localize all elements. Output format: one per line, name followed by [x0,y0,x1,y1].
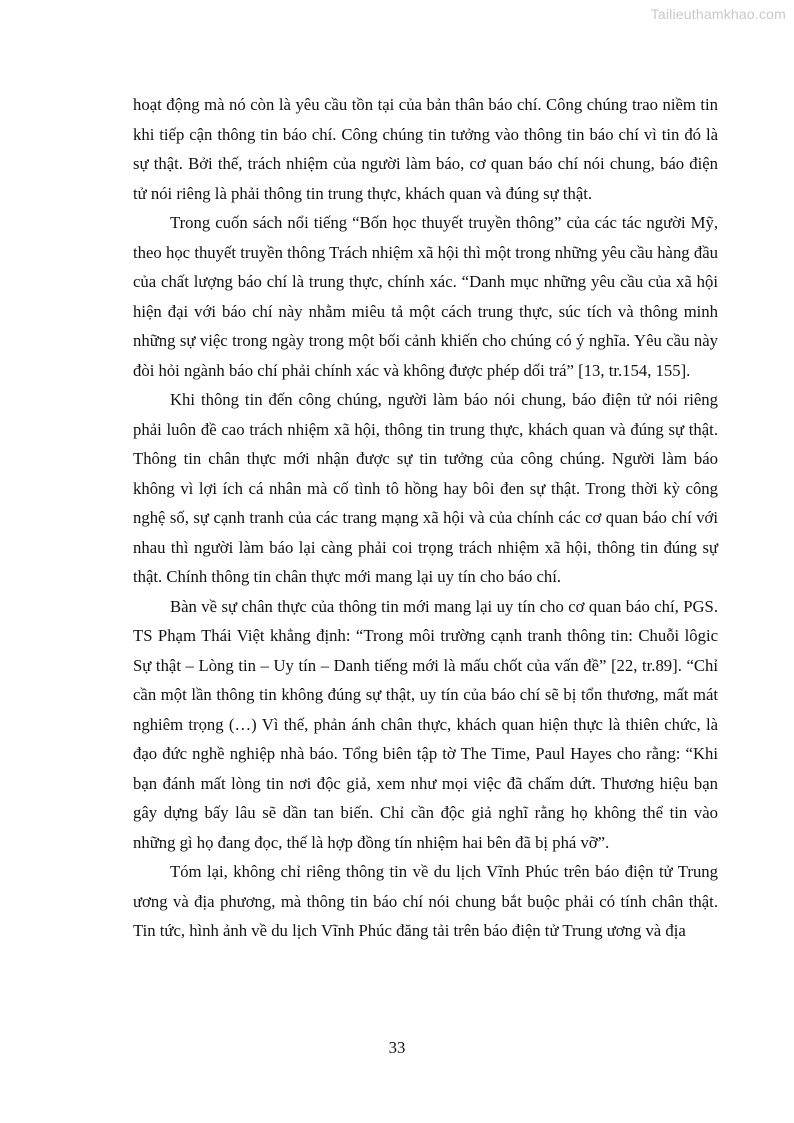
paragraph-4: Bàn về sự chân thực của thông tin mới mang lại uy tín cho cơ quan báo chí, PGS. TS Phạm Thái Việt khẳng định: “Trong môi trường cạnh tranh thông tin: Chuỗi lôgic Sự thật – Lòng tin – Uy tín – Danh tiếng mới là mấu chốt của vấn đề” [22, tr.89]. “Chỉ cần một lần thông tin không đúng sự thật, uy tín của báo chí sẽ bị tổn thương, mất mát nghiêm trọng (…) Vì thế, phản ánh chân thực, khách quan hiện thực là thiên chức, là đạo đức nghề nghiệp nhà báo. Tổng biên tập tờ The Time, Paul Hayes cho rằng: “Khi bạn đánh mất lòng tin nơi độc giả, xem như mọi việc đã chấm dứt. Thương hiệu bạn gây dựng bấy lâu sẽ dần tan biến. Chỉ cần độc giả nghĩ rằng họ không thể tin vào những gì họ đang đọc, thế là hợp đồng tín nhiệm hai bên đã bị phá vỡ”. [133,596,718,852]
paragraph-1: hoạt động mà nó còn là yêu cầu tồn tại của bản thân báo chí. Công chúng trao niềm tin khi tiếp cận thông tin báo chí. Công chúng tin tưởng vào thông tin báo chí vì tin đó là sự thật. Bởi thế, trách nhiệm của người làm báo, cơ quan báo chí nói chung, báo điện tử nói riêng là phải thông tin trung thực, khách quan và đúng sự thật. [133,95,718,203]
paragraph-5: Tóm lại, không chỉ riêng thông tin về du lịch Vĩnh Phúc trên báo điện tử Trung ương và địa phương, mà thông tin báo chí nói chung bắt buộc phải có tính chân thật. Tin tức, hình ảnh về du lịch Vĩnh Phúc đăng tải trên báo điện tử Trung ương và địa [133,862,718,940]
paragraph-2: Trong cuốn sách nổi tiếng “Bốn học thuyết truyền thông” của các tác người Mỹ, theo học thuyết truyền thông Trách nhiệm xã hội thì một trong những yêu cầu hàng đầu của chất lượng báo chí là trung thực, chính xác. “Danh mục những yêu cầu của xã hội hiện đại với báo chí này nhằm miêu tả một cách trung thực, súc tích và thông minh những sự việc trong ngày trong một bối cảnh khiến cho chúng có ý nghĩa. Yêu cầu này đòi hỏi ngành báo chí phải chính xác và không được phép dối trá” [13, tr.154, 155]. [133,213,718,380]
paragraph-3: Khi thông tin đến công chúng, người làm báo nói chung, báo điện tử nói riêng phải luôn đề cao trách nhiệm xã hội, thông tin trung thực, khách quan và đúng sự thật. Thông tin chân thực mới nhận được sự tin tưởng của công chúng. Người làm báo không vì lợi ích cá nhân mà cố tình tô hồng hay bôi đen sự thật. Trong thời kỳ công nghệ số, sự cạnh tranh của các trang mạng xã hội và của chính các cơ quan báo chí với nhau thì người làm báo lại càng phải coi trọng trách nhiệm xã hội, thông tin đúng sự thật. Chính thông tin chân thực mới mang lại uy tín cho báo chí. [133,390,718,586]
page-number: 33 [388,1038,406,1057]
watermark-text: Tailieuthamkhao.com [650,6,786,22]
document-body [133,90,718,946]
